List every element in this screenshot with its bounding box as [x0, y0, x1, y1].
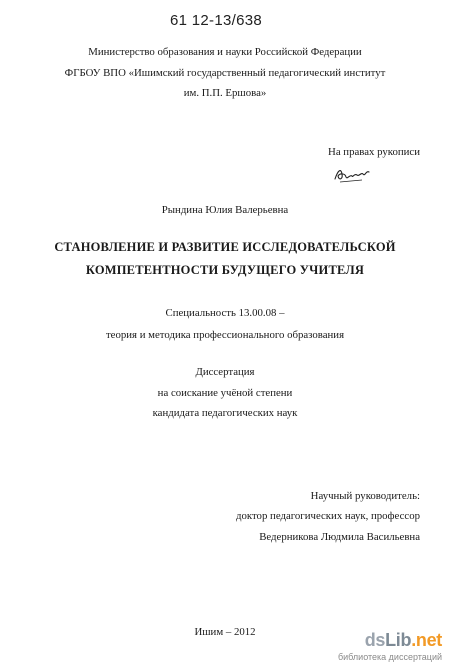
institute-name-line: им. П.П. Ершова»	[183, 87, 267, 99]
degree-name: кандидата педагогических наук	[152, 407, 298, 419]
dissertation-title-line2: КОМПЕТЕНТНОСТИ БУДУЩЕГО УЧИТЕЛЯ	[85, 263, 365, 277]
city-year: Ишим – 2012	[194, 626, 256, 638]
specialty-name: теория и методика профессионального образования	[105, 329, 345, 341]
watermark-subtitle: библиотека диссертаций	[337, 652, 442, 662]
manuscript-rights-label: На правах рукописи	[328, 146, 420, 158]
dissertation-label: Диссертация	[195, 366, 255, 378]
dissertation-title-line1: СТАНОВЛЕНИЕ И РАЗВИТИЕ ИССЛЕДОВАТЕЛЬСКОЙ	[54, 240, 396, 254]
dslib-logo: dsLib.net	[364, 630, 442, 650]
institute-line: ФГБОУ ВПО «Ишимский государственный педагогический институт	[64, 67, 386, 79]
specialty-code: Специальность 13.00.08 –	[165, 307, 285, 319]
ministry-line: Министерство образования и науки Российской Федерации	[88, 46, 362, 58]
dslib-watermark	[324, 630, 444, 666]
supervisor-degree: доктор педагогических наук, профессор	[235, 510, 420, 522]
supervisor-label: Научный руководитель:	[310, 490, 420, 502]
author-name: Рындина Юлия Валерьевна	[161, 204, 289, 216]
degree-purpose: на соискание учёной степени	[157, 387, 293, 399]
archive-stamp: 61 12-13/638	[170, 12, 263, 29]
handwritten-signature	[332, 164, 372, 186]
supervisor-name: Ведерникова Людмила Васильевна	[259, 531, 420, 543]
